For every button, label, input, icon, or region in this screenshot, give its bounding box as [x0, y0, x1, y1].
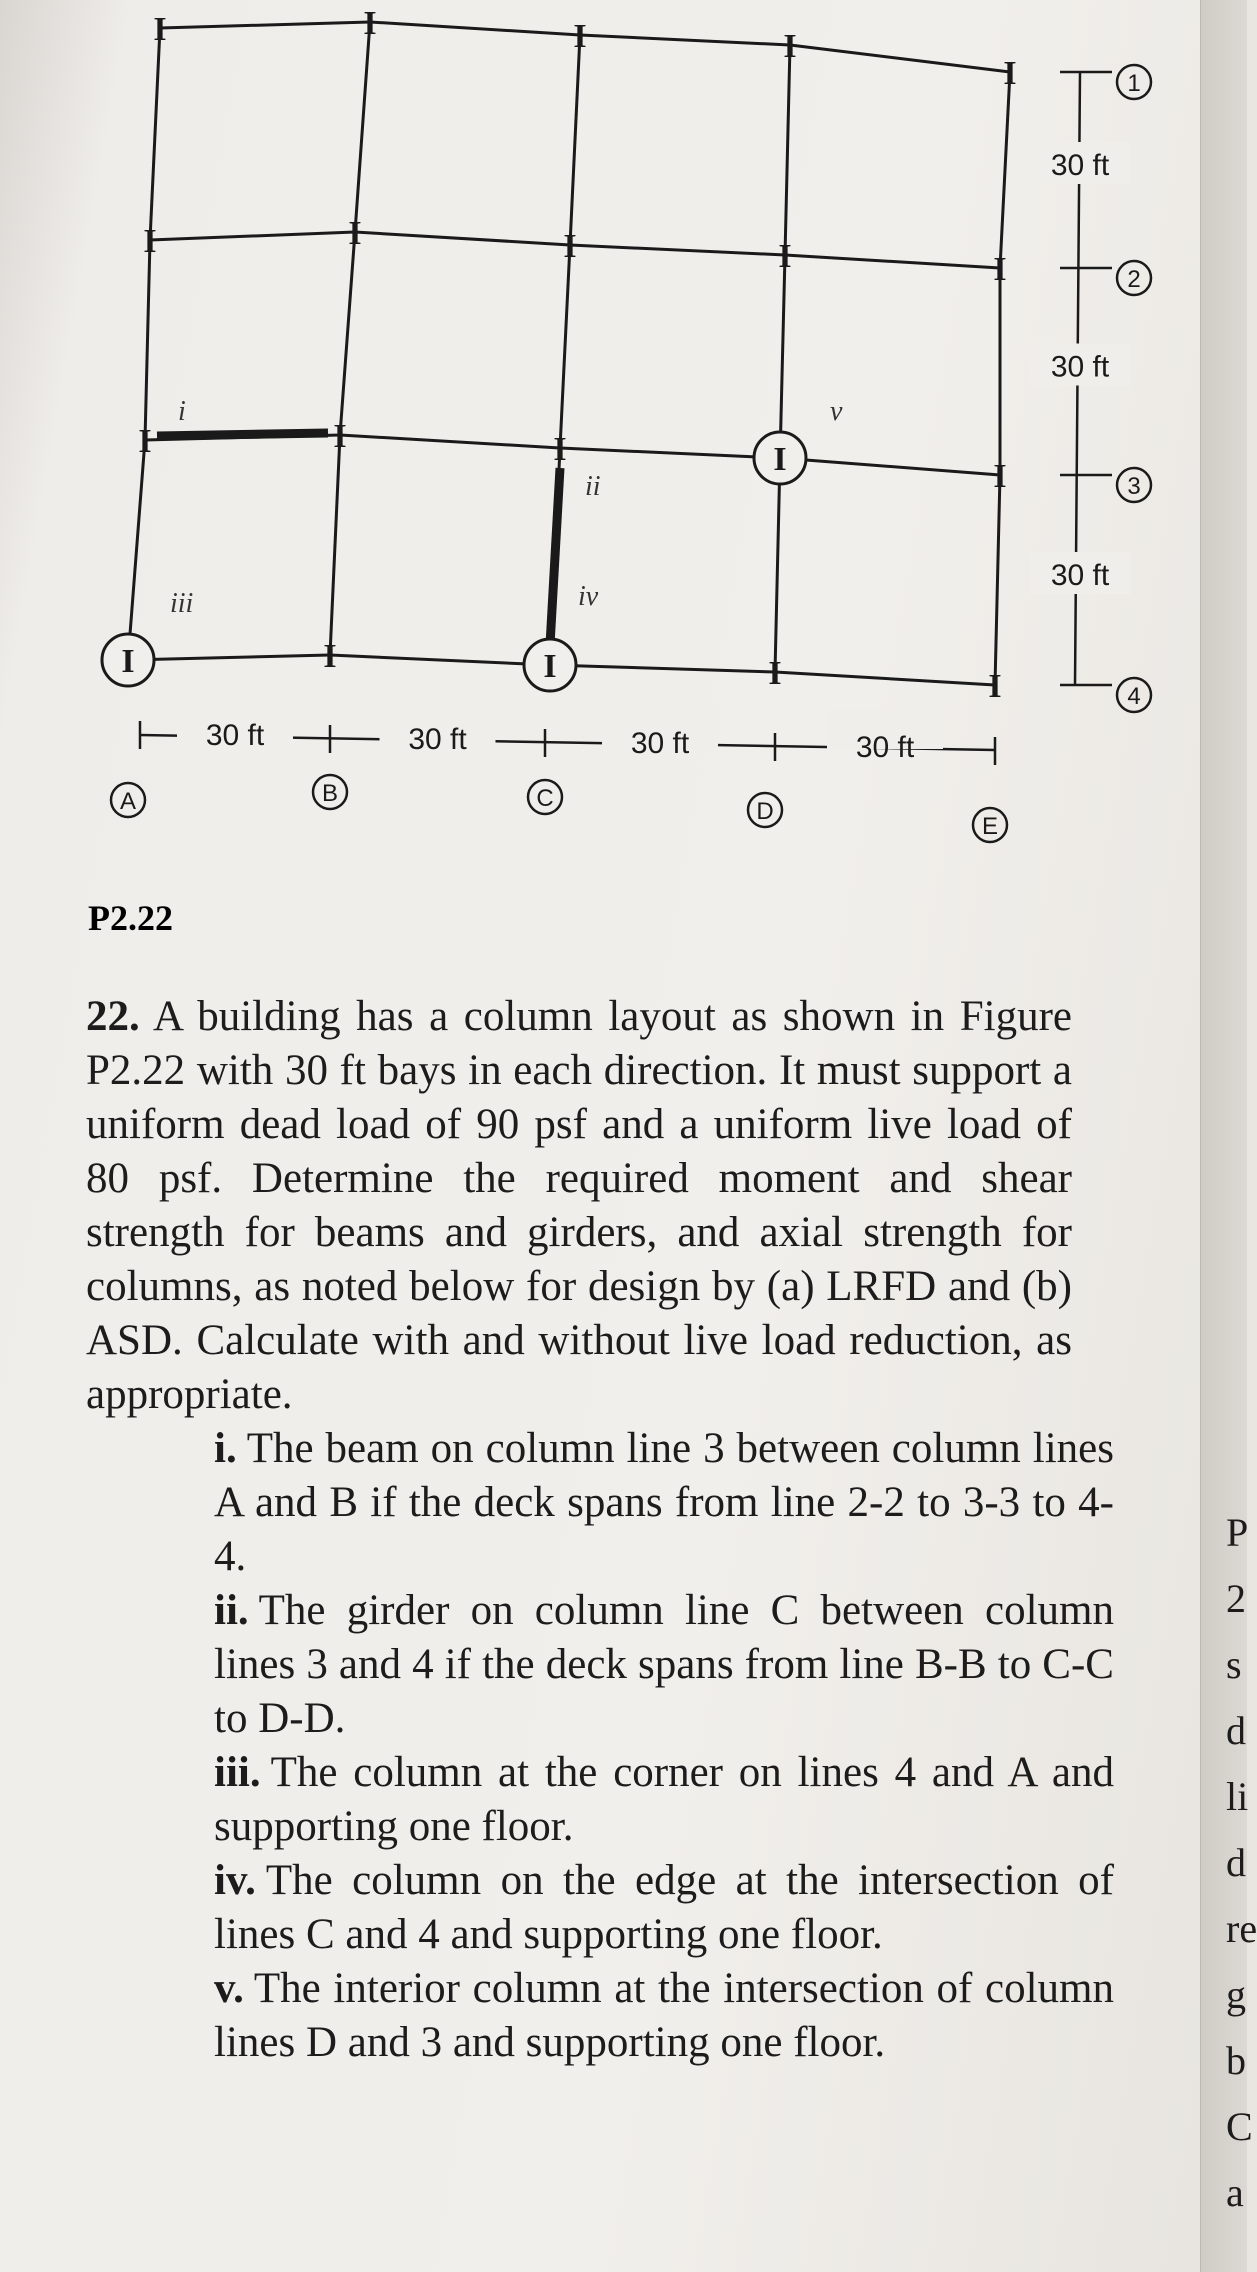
- beam-line: [785, 255, 1000, 268]
- problem-number: 22.: [86, 993, 140, 1040]
- problem-item-v: [214, 1962, 1114, 2070]
- edge-glyph: li: [1226, 1774, 1249, 1819]
- bay-depth-label: 30 ft: [1050, 350, 1110, 384]
- problem-statement: [86, 990, 1072, 1422]
- beam-line: [580, 35, 790, 45]
- column-symbol: [348, 215, 361, 252]
- beam-line: [160, 22, 370, 28]
- row-line-label: 2: [1127, 266, 1141, 293]
- beam-line: [340, 435, 560, 448]
- beam-line: [790, 45, 1010, 72]
- column-symbol: [143, 223, 156, 260]
- problem-text: A building has a column layout as shown in Figure P2.22 with 30 ft bays in each direction. It must support a uniform dead load of 90 psf and a uniform live load of 80 psf. Determine the required moment and shear strength for beams and girders, and axial strength for columns, as noted below for design by (a) LRFD and (b) ASD. Calculate with and without live load reduction, as appropriate.: [86, 993, 1072, 1418]
- item-numeral: ii.: [214, 1587, 249, 1634]
- member-mark-iv: iv: [578, 581, 599, 612]
- edge-glyph: re: [1226, 1906, 1257, 1951]
- member-mark-v: v: [830, 396, 843, 427]
- item-numeral: v.: [214, 1965, 244, 2012]
- item-text: The girder on column line C between column lines 3 and 4 if the deck spans from line B-B to C-C to D-D.: [214, 1587, 1114, 1742]
- girder-line: [1000, 72, 1010, 268]
- girder-line: [775, 458, 780, 672]
- problem-items: [72, 1422, 1114, 2070]
- bay-depth-label: 30 ft: [1050, 559, 1110, 592]
- column-i-glyph: I: [563, 228, 577, 265]
- column-line-label: D: [756, 798, 774, 825]
- beam-line: [330, 655, 550, 665]
- bay-width-label: 30 ft: [630, 727, 690, 760]
- column-i-glyph: I: [573, 18, 587, 55]
- column-symbol: [573, 18, 586, 55]
- column-i-glyph: I: [333, 418, 347, 455]
- item-text: The interior column at the intersection of column lines D and 3 and supporting one floor.: [214, 1965, 1114, 2066]
- beam-line: [780, 458, 1000, 475]
- beam-line: [570, 245, 785, 255]
- beam-line: [775, 672, 995, 685]
- column-i-glyph: I: [993, 251, 1007, 288]
- girder-line: [128, 440, 145, 660]
- column-i-glyph: I: [143, 223, 157, 260]
- beam-line: [355, 232, 570, 245]
- bay-depth-label: 30 ft: [1050, 149, 1110, 182]
- column-i-glyph: I: [323, 638, 337, 675]
- row-line-label: 3: [1127, 473, 1141, 500]
- column-line-label: A: [119, 788, 137, 815]
- beam-line: [128, 655, 330, 660]
- edge-glyph: P: [1226, 1510, 1249, 1555]
- column-layout-figure: [0, 0, 1246, 960]
- column-symbol: [988, 668, 1001, 705]
- column-i-glyph: I: [768, 655, 782, 692]
- problem-22: [72, 990, 1114, 2070]
- problem-item-ii: [214, 1584, 1114, 1746]
- beam-line: [560, 448, 780, 458]
- column-i-glyph: I: [348, 215, 362, 252]
- column-i-glyph: I: [988, 668, 1002, 705]
- bay-width-label: 30 ft: [408, 723, 467, 756]
- girder-line: [570, 35, 580, 245]
- column-line-label: C: [536, 785, 554, 812]
- column-symbol: [1003, 55, 1016, 92]
- column-symbol: [783, 28, 796, 65]
- column-i-glyph: I: [553, 431, 567, 468]
- row-line-label: 1: [1127, 70, 1141, 97]
- column-symbol: [524, 639, 576, 691]
- column-i-glyph: I: [1003, 55, 1017, 92]
- bay-width-label: 30 ft: [205, 719, 265, 752]
- edge-glyph: d: [1226, 1708, 1246, 1753]
- column-i-glyph: I: [121, 643, 135, 680]
- column-symbol: [993, 458, 1006, 495]
- column-symbol: [153, 11, 166, 48]
- girder-line: [150, 28, 160, 240]
- item-text: The column at the corner on lines 4 and A and supporting one floor.: [214, 1749, 1114, 1850]
- row-line-label: 4: [1127, 683, 1141, 710]
- column-symbol: [102, 634, 154, 686]
- problem-item-iii: [214, 1746, 1114, 1854]
- column-i-glyph: I: [363, 5, 377, 42]
- column-symbol: [768, 655, 781, 692]
- girder-line: [355, 22, 370, 232]
- column-symbol: [563, 228, 576, 265]
- item-numeral: iv.: [214, 1857, 256, 1904]
- column-symbol: [138, 423, 151, 460]
- edge-glyph: s: [1226, 1642, 1242, 1687]
- figure-label: P2.22: [88, 898, 173, 938]
- girder-line: [560, 245, 570, 448]
- edge-glyph: d: [1226, 1840, 1246, 1885]
- edge-glyph: a: [1226, 2170, 1244, 2215]
- column-symbol: [993, 251, 1006, 288]
- column-line-label: E: [981, 813, 999, 840]
- edge-glyph: 2: [1226, 1576, 1246, 1621]
- item-numeral: iii.: [214, 1749, 261, 1796]
- edge-glyph: C: [1226, 2104, 1253, 2149]
- girder-line: [995, 475, 1000, 685]
- girder-ii-highlight: [550, 468, 560, 645]
- column-i-glyph: I: [778, 238, 792, 275]
- girder-line: [330, 435, 340, 655]
- column-symbol: [553, 431, 566, 468]
- problem-item-iv: [214, 1854, 1114, 1962]
- edge-glyph: b: [1226, 2038, 1246, 2083]
- girder-line: [785, 45, 790, 255]
- girder-line: [145, 240, 150, 440]
- adjacent-page-edge-text: [1226, 1500, 1257, 2226]
- column-symbol: [778, 238, 791, 275]
- girder-line: [340, 232, 355, 435]
- problem-item-i: [214, 1422, 1114, 1584]
- column-i-glyph: I: [773, 441, 787, 478]
- column-symbol: [333, 418, 346, 455]
- girder-line: [780, 255, 785, 458]
- column-i-glyph: I: [783, 28, 797, 65]
- item-text: The column on the edge at the intersection of lines C and 4 and supporting one floor.: [214, 1857, 1114, 1958]
- column-i-glyph: I: [543, 648, 557, 685]
- edge-glyph: g: [1226, 1972, 1246, 2017]
- beam-line: [150, 232, 355, 240]
- beam-i-highlight: [157, 433, 328, 436]
- column-symbol: [323, 638, 336, 675]
- member-mark-iii: iii: [170, 588, 194, 619]
- column-i-glyph: I: [153, 11, 167, 48]
- column-line-label: B: [321, 780, 339, 807]
- item-numeral: i.: [214, 1425, 237, 1472]
- beam-line: [550, 665, 775, 672]
- item-text: The beam on column line 3 between column lines A and B if the deck spans from line 2-2 to 3-3 to 4-4.: [214, 1425, 1114, 1580]
- column-i-glyph: I: [993, 458, 1007, 495]
- beam-line: [370, 22, 580, 35]
- column-i-glyph: I: [138, 423, 152, 460]
- member-mark-ii: ii: [585, 471, 601, 502]
- bay-width-label: 30 ft: [855, 731, 915, 764]
- column-symbol: [363, 5, 376, 42]
- member-mark-i: i: [178, 396, 186, 427]
- column-symbol: [754, 432, 806, 484]
